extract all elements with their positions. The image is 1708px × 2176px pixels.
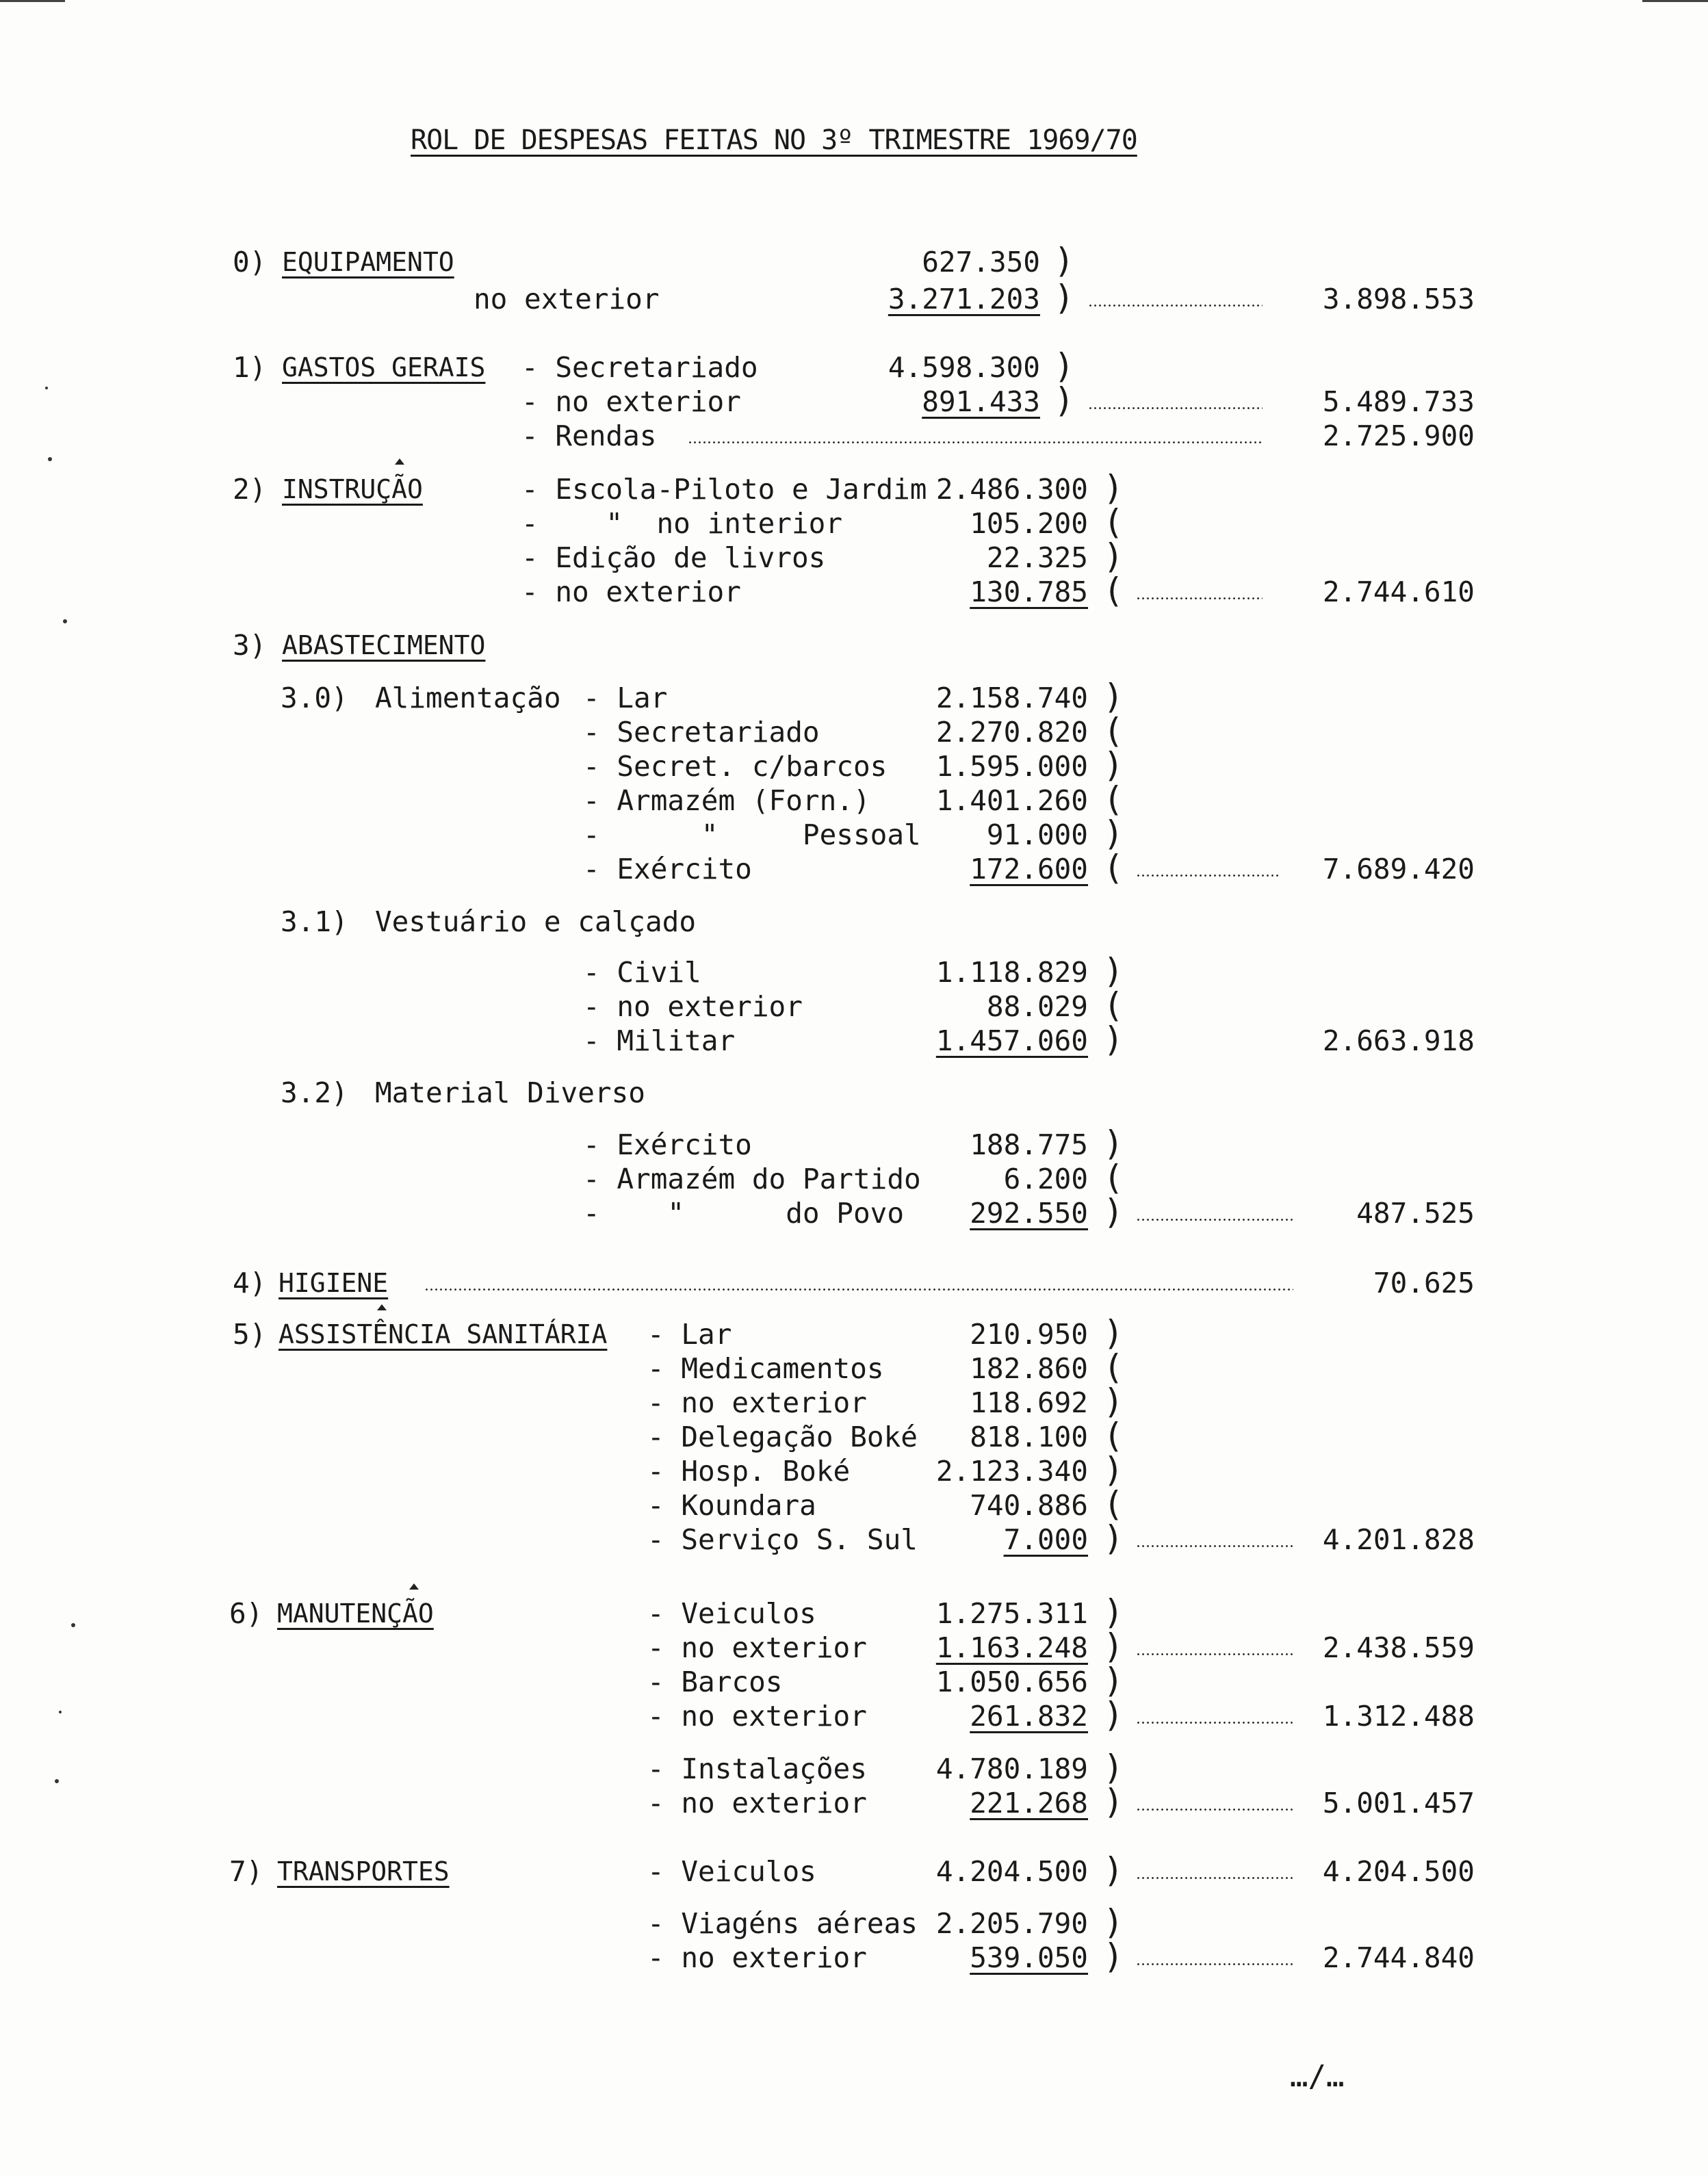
amount: 105.200 [970, 507, 1088, 540]
amount: 1.050.656 [935, 1666, 1088, 1698]
item-label: - no exterior [647, 1631, 867, 1664]
section-heading: TRANSPORTES [277, 1856, 450, 1887]
total: 4.204.500 [1322, 1855, 1475, 1888]
scan-speck [63, 619, 67, 623]
amount: 2.270.820 [935, 716, 1088, 749]
bracket: ) [1103, 1850, 1124, 1890]
amount: 6.200 [1003, 1163, 1088, 1195]
amount: 2.205.790 [935, 1907, 1088, 1940]
item-label: - Armazém do Partido [583, 1163, 921, 1195]
item-label: - Secret. c/barcos [583, 750, 888, 783]
section-number: 7) [229, 1855, 263, 1888]
total: 2.663.918 [1322, 1024, 1475, 1057]
amount: 3.271.203 [888, 283, 1040, 315]
leader-dots [1088, 305, 1263, 307]
item-label: - Delegação Boké [647, 1421, 918, 1453]
item-label: - Medicamentos [647, 1352, 884, 1385]
amount: 4.780.189 [935, 1752, 1088, 1785]
bracket: ) [1103, 1313, 1124, 1353]
amount: 22.325 [986, 541, 1088, 574]
item-label: - Armazém (Forn.) [583, 784, 870, 817]
item-label: - no exterior [647, 1700, 867, 1733]
amount: 4.204.500 [935, 1855, 1088, 1888]
leader-dots [1136, 875, 1280, 877]
item-label: - Exército [583, 853, 752, 885]
item-label: - " no interior [521, 507, 842, 540]
amount: 210.950 [970, 1318, 1088, 1351]
bracket: ( [1103, 848, 1124, 888]
amount: 539.050 [970, 1941, 1088, 1974]
leader-dots [1136, 1653, 1293, 1655]
subsection-number: 3.2) [281, 1076, 348, 1109]
leader-dots [1136, 1545, 1293, 1547]
leader-dots [1136, 1877, 1293, 1879]
item-label: - Barcos [647, 1666, 783, 1698]
bracket: ) [1103, 1627, 1124, 1666]
leader-dots [1136, 597, 1263, 599]
amount: 118.692 [970, 1386, 1088, 1419]
scan-speck [55, 1779, 59, 1783]
leader-dots [1088, 407, 1263, 409]
item-label: - no exterior [521, 575, 741, 608]
leader-dots [1136, 1219, 1293, 1221]
item-label: - no exterior [521, 385, 741, 418]
accent-mark [395, 458, 404, 465]
item-label: - Militar [583, 1024, 736, 1057]
bracket: ) [1103, 1937, 1124, 1976]
total: 1.312.488 [1322, 1700, 1475, 1733]
bracket: ( [1103, 779, 1124, 819]
total: 5.489.733 [1322, 385, 1475, 418]
bracket: ) [1103, 1450, 1124, 1490]
continuation-mark: …/… [1290, 2059, 1345, 2094]
bracket: ) [1103, 677, 1124, 716]
amount: 1.457.060 [935, 1024, 1088, 1057]
section-heading: MANUTENÇÃO [277, 1598, 434, 1629]
bracket: ) [1103, 468, 1124, 508]
amount: 1.595.000 [935, 750, 1088, 783]
section-heading: EQUIPAMENTO [282, 247, 454, 277]
section-heading: HIGIENE [279, 1268, 389, 1298]
bracket: ( [1103, 571, 1124, 610]
total: 2.725.900 [1322, 419, 1475, 452]
amount: 88.029 [986, 990, 1088, 1023]
item-label: - Instalações [647, 1752, 867, 1785]
item-label: - Lar [583, 682, 668, 714]
amount: 4.598.300 [888, 351, 1040, 384]
total: 487.525 [1356, 1197, 1475, 1230]
total: 5.001.457 [1322, 1787, 1475, 1819]
bracket: ) [1103, 1592, 1124, 1632]
amount: 130.785 [970, 575, 1088, 608]
bracket: ) [1103, 1748, 1124, 1787]
amount: 182.860 [970, 1352, 1088, 1385]
accent-mark [377, 1304, 387, 1310]
bracket: ) [1103, 1124, 1124, 1163]
leader-dots [1136, 1809, 1293, 1811]
item-label: - " do Povo [583, 1197, 904, 1230]
bracket: ) [1103, 1382, 1124, 1421]
bracket: ) [1054, 380, 1075, 420]
bracket: ) [1103, 814, 1124, 853]
section-number: 6) [229, 1597, 263, 1630]
item-label: no exterior [474, 283, 660, 315]
item-label: - Secretariado [521, 351, 758, 384]
bracket: ( [1103, 1416, 1124, 1455]
bracket: ) [1103, 1192, 1124, 1232]
item-label: - Secretariado [583, 716, 820, 749]
bracket: ( [1103, 502, 1124, 542]
bracket: ( [1103, 1484, 1124, 1524]
leader-dots [1136, 1963, 1293, 1965]
subsection-heading: Material Diverso [375, 1076, 645, 1109]
bracket: ) [1103, 1902, 1124, 1942]
total: 7.689.420 [1322, 853, 1475, 885]
section-heading: ABASTECIMENTO [282, 630, 486, 660]
amount: 292.550 [970, 1197, 1088, 1230]
item-label: - no exterior [647, 1941, 867, 1974]
bracket: ) [1103, 1782, 1124, 1822]
subsection-number: 3.0) [281, 682, 348, 714]
total: 2.438.559 [1322, 1631, 1475, 1664]
scan-edge-line [1642, 0, 1708, 2]
item-label: - Veiculos [647, 1597, 816, 1630]
section-number: 0) [233, 246, 267, 279]
scan-speck [48, 457, 52, 461]
amount: 1.275.311 [935, 1597, 1088, 1630]
subsection-heading: Vestuário e calçado [375, 905, 696, 938]
scan-edge-line [0, 0, 65, 2]
section-number: 3) [233, 629, 267, 662]
total: 3.898.553 [1322, 283, 1475, 315]
bracket: ( [1103, 1347, 1124, 1387]
item-label: - Civil [583, 956, 701, 989]
total: 2.744.610 [1322, 575, 1475, 608]
bracket: ) [1103, 536, 1124, 576]
amount: 627.350 [922, 246, 1040, 279]
bracket: ) [1103, 1020, 1124, 1059]
amount: 740.886 [970, 1489, 1088, 1522]
scan-speck [71, 1623, 75, 1627]
bracket: ( [1103, 711, 1124, 751]
total: 4.201.828 [1322, 1523, 1475, 1556]
leader-dots [1136, 1722, 1293, 1724]
item-label: - Edição de livros [521, 541, 826, 574]
scan-speck [59, 1711, 62, 1713]
item-label: - Exército [583, 1128, 752, 1161]
item-label: - no exterior [647, 1787, 867, 1819]
section-number: 1) [233, 351, 267, 384]
accent-mark [409, 1583, 419, 1590]
section-number: 4) [233, 1267, 267, 1299]
amount: 2.486.300 [935, 473, 1088, 506]
amount: 7.000 [1003, 1523, 1088, 1556]
amount: 1.401.260 [935, 784, 1088, 817]
amount: 172.600 [970, 853, 1088, 885]
subsection-number: 3.1) [281, 905, 348, 938]
amount: 891.433 [922, 385, 1040, 418]
amount: 2.158.740 [935, 682, 1088, 714]
page-title: ROL DE DESPESAS FEITAS NO 3º TRIMESTRE 1969/70 [411, 125, 1137, 156]
bracket: ) [1103, 1661, 1124, 1700]
bracket: ) [1103, 745, 1124, 785]
item-label: - Lar [647, 1318, 732, 1351]
bracket: ( [1103, 985, 1124, 1025]
item-label: - Veiculos [647, 1855, 816, 1888]
leader-dots [424, 1288, 1293, 1291]
item-label: - Escola-Piloto e Jardim [521, 473, 927, 506]
section-heading: GASTOS GERAIS [282, 352, 486, 383]
amount: 91.000 [986, 818, 1088, 851]
item-label: - Serviço S. Sul [647, 1523, 918, 1556]
bracket: ) [1054, 241, 1075, 281]
amount: 261.832 [970, 1700, 1088, 1733]
amount: 1.163.248 [935, 1631, 1088, 1664]
bracket: ) [1054, 346, 1075, 386]
section-heading: INSTRUÇÃO [282, 474, 423, 504]
amount: 221.268 [970, 1787, 1088, 1819]
bracket: ( [1103, 1158, 1124, 1197]
item-label: - Rendas [521, 419, 657, 452]
item-label: - " Pessoal [583, 818, 921, 851]
item-label: - Koundara [647, 1489, 816, 1522]
item-label: - Hosp. Boké [647, 1455, 851, 1488]
leader-dots [688, 441, 1263, 443]
amount: 818.100 [970, 1421, 1088, 1453]
item-label: - no exterior [647, 1386, 867, 1419]
total: 70.625 [1373, 1267, 1475, 1299]
total: 2.744.840 [1322, 1941, 1475, 1974]
item-label: - Viagéns aéreas [647, 1907, 918, 1940]
scan-speck [45, 387, 48, 389]
bracket: ) [1103, 1695, 1124, 1735]
bracket: ) [1103, 1518, 1124, 1558]
bracket: ) [1103, 951, 1124, 991]
amount: 1.118.829 [935, 956, 1088, 989]
item-label: - no exterior [583, 990, 803, 1023]
amount: 188.775 [970, 1128, 1088, 1161]
subsection-heading: Alimentação [375, 682, 561, 714]
section-number: 2) [233, 473, 267, 506]
section-number: 5) [233, 1318, 267, 1351]
bracket: ) [1054, 278, 1075, 318]
section-heading: ASSISTÊNCIA SANITÁRIA [279, 1319, 608, 1349]
amount: 2.123.340 [935, 1455, 1088, 1488]
